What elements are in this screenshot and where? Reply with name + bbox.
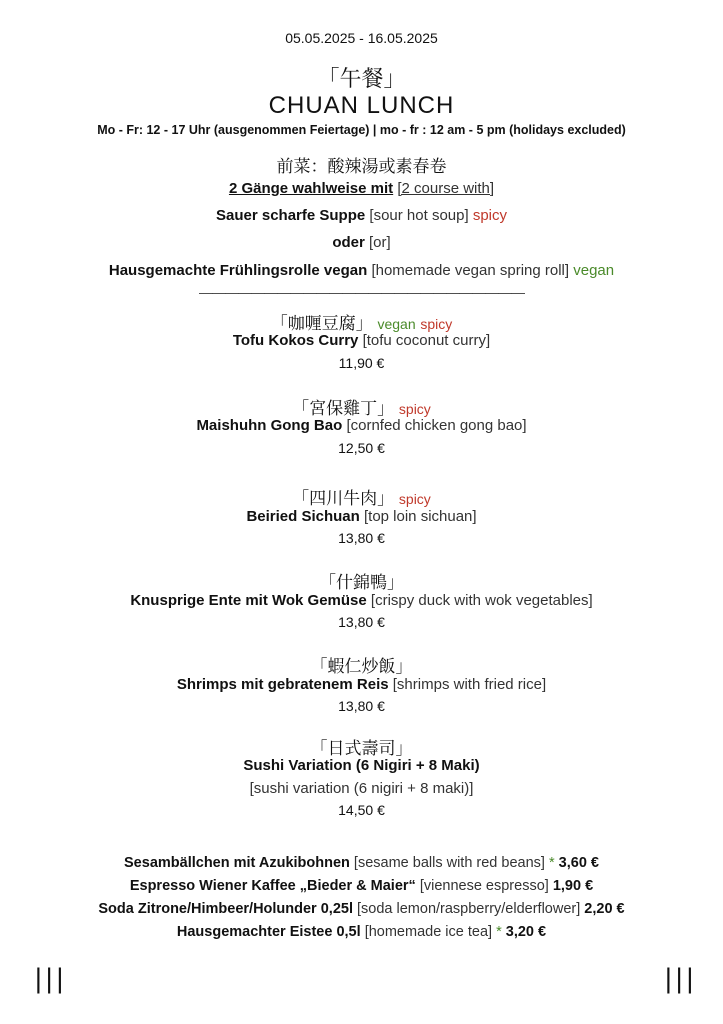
course-en: [2 course with] [397,180,495,197]
dish-name: Sushi Variation (6 Nigiri + 8 Maki) [243,757,480,774]
course-de: 2 Gänge wahlweise mit [228,180,394,197]
dish-name: Beiried Sichuan [top loin sichuan] [246,508,477,525]
soup-en: [sour hot soup] [369,207,469,224]
dish-name: Knusprige Ente mit Wok Gemüse [crispy duck with wok vegetables] [130,592,593,609]
soup-de: Sauer scharfe Suppe [216,207,366,224]
extra-item: Sesambällchen mit Azukibohnen [sesame balls with red beans] * 3,60 € [124,855,599,871]
dish-name: Tofu Kokos Curry [tofu coconut curry] [232,332,491,349]
dish-name: Maishuhn Gong Bao [cornfed chicken gong bao] [196,417,527,434]
opening-hours: Mo - Fr: 12 - 17 Uhr (ausgenommen Feiertage) | mo - fr : 12 am - 5 pm (holidays excluded) [97,123,626,137]
extra-item: Espresso Wiener Kaffee „Bieder & Maier“ [viennese espresso] 1,90 € [129,878,594,894]
dish-chinese: 「四川牛肉」 spicy [292,489,431,508]
title-chinese: 「午餐」 [317,66,406,91]
or-en: [or] [369,234,391,251]
spicy-tag: spicy [398,401,431,417]
spicy-tag: spicy [398,491,431,507]
page-title: CHUAN LUNCH [268,92,455,119]
dish-chinese: 「咖喱豆腐」 vegan spicy [270,314,453,333]
spicy-tag: spicy [472,207,507,224]
soup-line [0,207,723,224]
vegan-tag: vegan [377,316,416,332]
or-de: oder [332,234,365,251]
extra-item: Hausgemachter Eistee 0,5l [homemade ice tea] * 3,20 € [176,924,547,940]
or-line [0,234,723,251]
date-range: 05.05.2025 - 16.05.2025 [285,30,438,46]
dish-chinese: 「什錦鴨」 [319,573,404,592]
divider: ————————————————————————— [199,284,524,300]
corner-mark-left: ||| [34,964,67,994]
dish-price: 12,50 € [338,440,385,456]
roll-de: Hausgemachte Frühlingsrolle vegan [108,262,368,279]
dish-chinese: 「蝦仁炒飯」 [310,657,413,676]
dish-name: Shrimps mit gebratenem Reis [shrimps with fried rice] [176,676,547,693]
spicy-tag: spicy [420,316,453,332]
corner-mark-right: ||| [664,964,697,994]
starter-chinese: 前菜：酸辣湯或素春卷 [276,157,447,176]
roll-en: [homemade vegan spring roll] [371,262,570,279]
vegan-tag: vegan [573,262,615,279]
dish-price: 11,90 € [338,355,385,371]
course-line [0,180,723,197]
dish-chinese: 「宮保雞丁」 spicy [292,399,431,418]
dish-price: 13,80 € [338,530,385,546]
dish-price: 13,80 € [338,614,385,630]
dish-name-english: [sushi variation (6 nigiri + 8 maki)] [249,780,474,797]
dish-chinese: 「日式壽司」 [310,739,413,758]
dish-price: 13,80 € [338,698,385,714]
dish-price: 14,50 € [338,802,385,818]
extra-item: Soda Zitrone/Himbeer/Holunder 0,25l [soda lemon/raspberry/elderflower] 2,20 € [98,901,625,917]
roll-line [0,262,723,279]
